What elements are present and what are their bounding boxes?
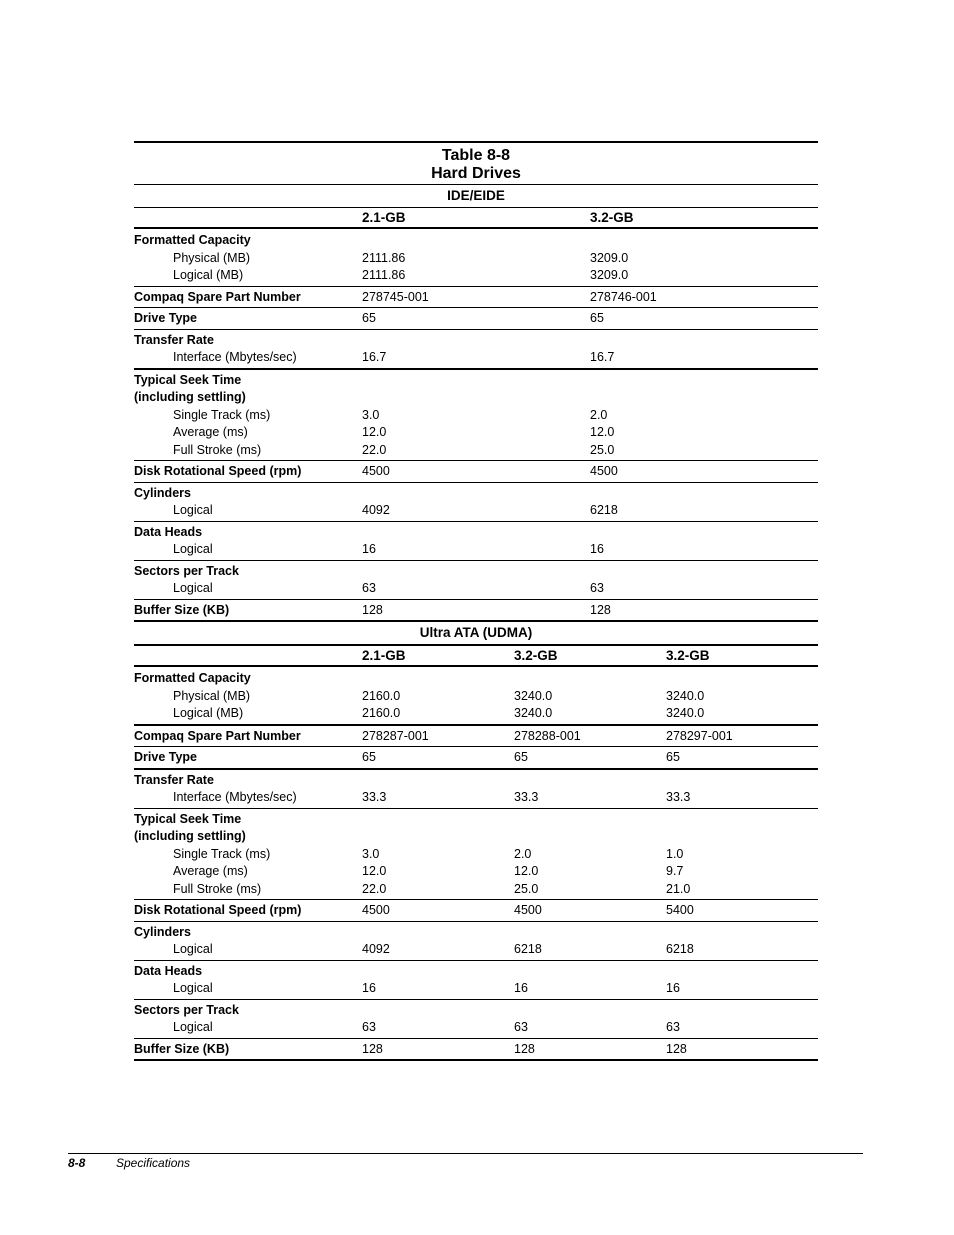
cell-value: 278745-001	[362, 289, 429, 304]
cell-value: 22.0	[362, 881, 387, 896]
cell-value: 65	[362, 750, 376, 764]
divider	[134, 227, 818, 229]
table-row	[134, 811, 818, 901]
cell-value: 16	[514, 981, 528, 995]
cell-value: 65	[666, 750, 680, 764]
table-row	[134, 670, 818, 726]
cell-value: 2111.86	[362, 268, 406, 282]
row-label: Data Heads	[134, 963, 203, 978]
cell-value: 2.0	[514, 846, 532, 861]
table-caption	[134, 143, 818, 184]
page-number: 8-8	[68, 1156, 86, 1170]
column-header: 2.1-GB	[362, 648, 406, 663]
row-sublabel: Physical (MB)	[173, 250, 251, 265]
table-row	[134, 924, 818, 961]
cell-value: 25.0	[590, 442, 615, 457]
section-title-udma: Ultra ATA (UDMA)	[419, 625, 533, 640]
row-label: Cylinders	[134, 485, 191, 500]
table-row	[134, 963, 818, 1000]
row-sublabel: Interface (Mbytes/sec)	[173, 790, 297, 804]
cell-value: 16	[666, 981, 680, 995]
column-header: 3.2-GB	[590, 210, 634, 225]
table-row	[134, 310, 818, 330]
row-label: Formatted Capacity	[134, 671, 251, 685]
cell-value: 3240.0	[514, 688, 553, 703]
cell-value: 6218	[514, 942, 542, 956]
cell-value: 128	[666, 1041, 687, 1056]
cell-value: 16	[362, 542, 376, 556]
row-label: Disk Rotational Speed (rpm)	[134, 464, 302, 478]
cell-value: 278297-001	[666, 728, 733, 743]
row-sublabel: Logical	[173, 503, 213, 517]
table-row	[134, 232, 818, 287]
section-title-ide: IDE/EIDE	[447, 188, 505, 203]
cell-value: 278746-001	[590, 289, 657, 304]
row-label: Buffer Size (KB)	[134, 1041, 230, 1056]
table-row	[134, 728, 818, 748]
cell-value: 128	[590, 602, 611, 617]
cell-value: 16.7	[590, 350, 615, 364]
row-label: Disk Rotational Speed (rpm)	[134, 903, 302, 917]
row-label: Compaq Spare Part Number	[134, 728, 301, 743]
cell-value: 3209.0	[590, 250, 629, 265]
cell-value: 128	[362, 1041, 383, 1056]
table-row	[134, 332, 818, 370]
column-header: 2.1-GB	[362, 210, 406, 225]
cell-value: 2160.0	[362, 706, 401, 720]
row-label: Sectors per Track	[134, 563, 239, 578]
row-label: Drive Type	[134, 750, 197, 764]
row-sublabel: Average (ms)	[173, 864, 248, 878]
row-label: (including settling)	[134, 829, 246, 843]
table-row	[134, 749, 818, 770]
row-sublabel: Full Stroke (ms)	[173, 442, 262, 457]
cell-value: 33.3	[666, 790, 691, 804]
cell-value: 4500	[362, 464, 390, 478]
cell-value: 16	[362, 981, 376, 995]
cell-value: 33.3	[362, 790, 387, 804]
table-row	[134, 372, 818, 462]
cell-value: 65	[514, 750, 528, 764]
row-label: Drive Type	[134, 311, 197, 325]
cell-value: 128	[514, 1041, 535, 1056]
cell-value: 63	[514, 1020, 528, 1034]
cell-value: 4092	[362, 942, 390, 956]
cell-value: 16.7	[362, 350, 387, 364]
row-label: Sectors per Track	[134, 1002, 239, 1017]
cell-value: 4500	[514, 903, 542, 917]
table-row	[134, 902, 818, 922]
row-sublabel: Single Track (ms)	[173, 846, 271, 861]
cell-value: 2111.86	[362, 250, 406, 265]
footer-rule	[68, 1153, 863, 1154]
row-sublabel: Logical (MB)	[173, 706, 244, 720]
row-sublabel: Physical (MB)	[173, 688, 251, 703]
cell-value: 21.0	[666, 881, 691, 896]
cell-value: 12.0	[514, 864, 539, 878]
cell-value: 278288-001	[514, 728, 581, 743]
cell-value: 63	[362, 581, 376, 595]
column-header: 3.2-GB	[666, 648, 710, 663]
table-title: Hard Drives	[431, 165, 521, 182]
row-label: Formatted Capacity	[134, 233, 251, 247]
cell-value: 2160.0	[362, 688, 401, 703]
cell-value: 3240.0	[666, 706, 705, 720]
cell-value: 12.0	[362, 864, 387, 878]
row-label: Compaq Spare Part Number	[134, 289, 301, 304]
cell-value: 25.0	[514, 881, 539, 896]
row-sublabel: Average (ms)	[173, 425, 248, 439]
cell-value: 4500	[590, 464, 618, 478]
table-number: Table 8-8	[441, 147, 511, 164]
row-sublabel: Logical	[173, 1020, 213, 1034]
table-row	[134, 463, 818, 483]
table-row	[134, 602, 818, 623]
row-label: Buffer Size (KB)	[134, 602, 230, 617]
divider	[134, 665, 818, 667]
cell-value: 6218	[666, 942, 694, 956]
row-label: Typical Seek Time	[134, 372, 242, 387]
cell-value: 278287-001	[362, 728, 429, 743]
cell-value: 4092	[362, 503, 390, 517]
row-label: Transfer Rate	[134, 332, 214, 347]
row-label: Cylinders	[134, 924, 191, 939]
cell-value: 1.0	[666, 846, 684, 861]
cell-value: 12.0	[362, 425, 387, 439]
cell-value: 16	[590, 542, 604, 556]
row-sublabel: Logical	[173, 542, 213, 556]
cell-value: 3.0	[362, 846, 380, 861]
cell-value: 6218	[590, 503, 618, 517]
row-label: Typical Seek Time	[134, 811, 242, 826]
table-row	[134, 1041, 818, 1062]
cell-value: 3240.0	[514, 706, 553, 720]
table-row	[134, 1002, 818, 1039]
row-label: Data Heads	[134, 524, 203, 539]
row-sublabel: Logical	[173, 942, 213, 956]
cell-value: 65	[590, 311, 604, 325]
table-row	[134, 524, 818, 561]
ide-column-headers	[134, 208, 818, 227]
table-row	[134, 772, 818, 809]
udma-column-headers	[134, 646, 818, 665]
row-sublabel: Single Track (ms)	[173, 407, 271, 422]
cell-value: 65	[362, 311, 376, 325]
column-header: 3.2-GB	[514, 648, 558, 663]
cell-value: 4500	[362, 903, 390, 917]
table-row	[134, 289, 818, 309]
table-row	[134, 563, 818, 600]
row-sublabel: Logical (MB)	[173, 268, 244, 282]
row-sublabel: Logical	[173, 581, 213, 595]
hard-drives-table	[134, 141, 818, 1061]
cell-value: 63	[590, 581, 604, 595]
cell-value: 2.0	[590, 407, 608, 422]
table-row	[134, 485, 818, 522]
cell-value: 33.3	[514, 790, 539, 804]
row-sublabel: Full Stroke (ms)	[173, 881, 262, 896]
row-sublabel: Logical	[173, 981, 213, 995]
cell-value: 63	[666, 1020, 680, 1034]
cell-value: 22.0	[362, 442, 387, 457]
cell-value: 9.7	[666, 864, 684, 878]
cell-value: 5400	[666, 903, 694, 917]
cell-value: 128	[362, 602, 383, 617]
cell-value: 3.0	[362, 407, 380, 422]
cell-value: 12.0	[590, 425, 615, 439]
footer-section-title: Specifications	[116, 1156, 191, 1170]
cell-value: 3209.0	[590, 268, 629, 282]
row-label: Transfer Rate	[134, 772, 214, 787]
cell-value: 63	[362, 1020, 376, 1034]
cell-value: 3240.0	[666, 688, 705, 703]
row-label: (including settling)	[134, 390, 246, 404]
row-sublabel: Interface (Mbytes/sec)	[173, 350, 297, 364]
